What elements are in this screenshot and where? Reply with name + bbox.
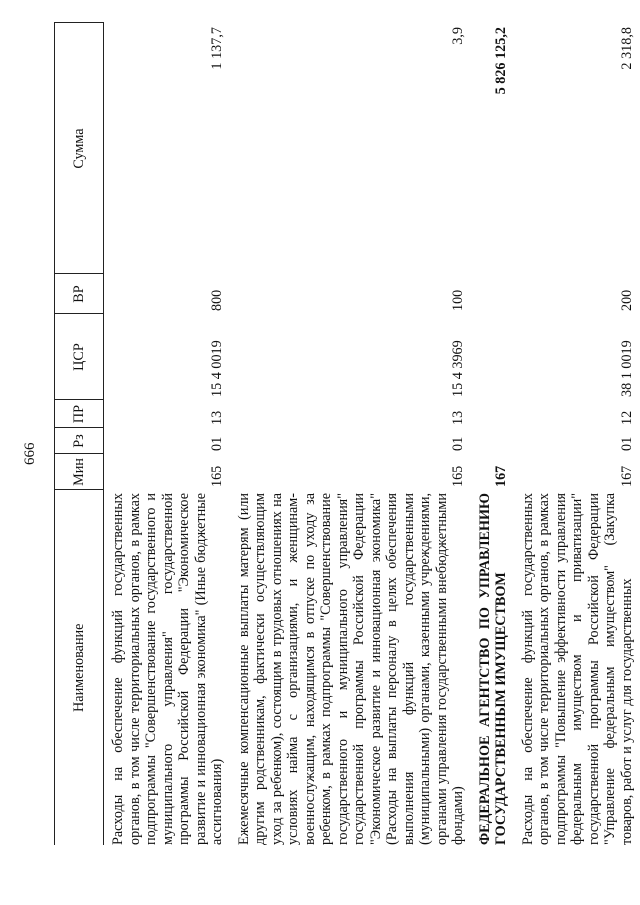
row-pr: 13: [209, 410, 225, 425]
row-pr: 12: [618, 410, 635, 425]
row-pr: 13: [450, 410, 466, 425]
header-sum: Сумма: [55, 23, 104, 274]
header-pr: ПР: [55, 400, 104, 428]
row-rz: [471, 428, 514, 454]
table-row: [104, 23, 230, 845]
header-csr: ЦСР: [55, 314, 104, 400]
row-name: Ежемесячные компенсационные выплаты матерям (или другим родственникам, фактически осуществляющим уход за ребенком), состоящим в трудовых отношениях на условиях найма с организациями, и женщинам-военнослужащим, находящимся в отпуске по уходу за ребенком, в рамках подпрограммы "Совершенствование государственного и муниципального управления" государственной программы Российской Федерации "Экономическое развитие и инновационная экономика" (Расходы на выплаты персоналу в целях обеспечения выполнения функций государственными (муниципальными) органами, казенными учреждениями, органами управления государственными внебюджетными фондами): [235, 493, 466, 845]
row-rz: 01: [209, 436, 225, 451]
row-sum: 1 137,7: [209, 27, 225, 70]
header-min: Мин: [55, 454, 104, 490]
row-name: ФЕДЕРАЛЬНОЕ АГЕНТСТВО ПО УПРАВЛЕНИЮ ГОСУДАРСТВЕННЫМ ИМУЩЕСТВОМ: [476, 493, 509, 845]
page-number: 666: [22, 442, 38, 465]
row-min: 165: [450, 465, 466, 487]
row-min: 165: [209, 465, 225, 487]
header-name: Наименование: [55, 490, 104, 845]
row-pr: [471, 400, 514, 428]
row-vr: 100: [450, 289, 466, 311]
row-min: 167: [618, 465, 635, 487]
row-csr: 38 1 0019: [618, 340, 635, 397]
row-name: Расходы на обеспечение функций государственных органов, в том числе территориальных органов, в рамках подпрограммы "Повышение эффективности управления федеральным имуществом и приватизации" государственной программы Российской Федерации "Управление федеральным имуществом" (Закупка товаров, работ и услуг для государственных: [519, 493, 635, 845]
table-header-row: [55, 23, 104, 845]
header-rz: Рз: [55, 428, 104, 454]
table-row-agency: [471, 23, 514, 845]
budget-table: [54, 23, 639, 846]
row-sum: 5 826 125,2: [493, 27, 509, 95]
row-rz: 01: [618, 436, 635, 451]
row-csr: 15 4 3969: [450, 340, 466, 397]
row-vr: [471, 274, 514, 314]
table-row: [514, 23, 640, 845]
row-sum: 2 318,8: [618, 27, 635, 70]
row-sum: 3,9: [450, 27, 466, 45]
header-vr: ВР: [55, 274, 104, 314]
row-name: Расходы на обеспечение функций государственных органов, в том числе территориальных органов, в рамках подпрограммы "Совершенствование государственного и муниципального управления" государственной программы Российской Федерации "Экономическое развитие и инновационная экономика" (Иные бюджетные ассигнования): [110, 493, 225, 845]
row-csr: 15 4 0019: [209, 340, 225, 397]
row-min: 167: [493, 465, 509, 487]
table-row: [230, 23, 471, 845]
row-vr: 200: [618, 289, 635, 311]
row-vr: 800: [209, 289, 225, 311]
row-csr: [471, 314, 514, 400]
row-rz: 01: [450, 436, 466, 451]
